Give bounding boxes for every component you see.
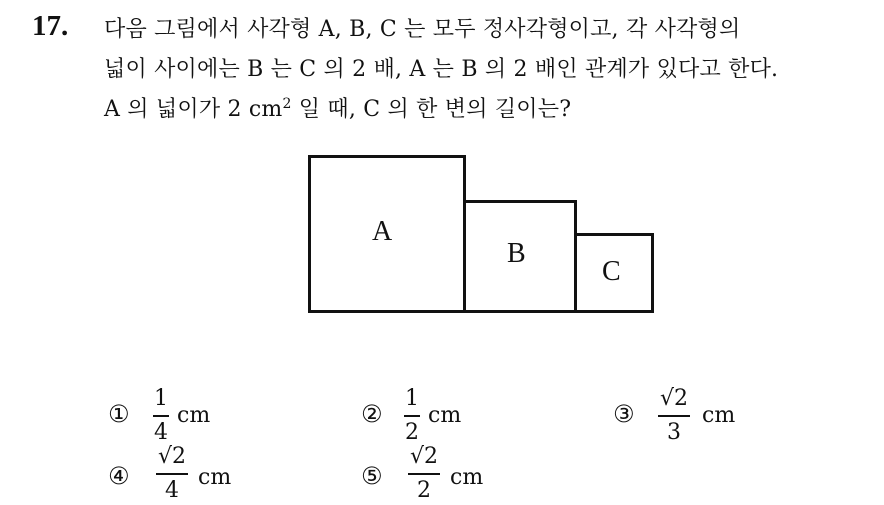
choice-1-numerator: 1 — [154, 386, 168, 411]
square-b-label: B — [507, 238, 526, 269]
choice-1-fraction — [141, 385, 181, 447]
choice-4-numerator: √2 — [157, 444, 186, 469]
choice-3-numerator: √2 — [659, 386, 688, 411]
fraction-bar — [156, 473, 188, 475]
question-text-line-2: 넓이 사이에는 B 는 C 의 2 배, A 는 B 의 2 배인 관계가 있다고 한다. — [104, 57, 779, 82]
choice-5-numerator: √2 — [409, 444, 438, 469]
choice-5-denominator: 2 — [417, 478, 431, 503]
choice-4-unit: cm — [198, 465, 232, 490]
choice-1-denominator: 4 — [154, 420, 168, 445]
choice-1-mark: ① — [108, 400, 130, 428]
choice-2-denominator: 2 — [405, 420, 419, 445]
choice-3-mark: ③ — [613, 400, 635, 428]
choice-5-mark: ⑤ — [361, 462, 383, 490]
choice-4-denominator: 4 — [165, 478, 179, 503]
choice-2-numerator: 1 — [405, 386, 419, 411]
choice-4-mark: ④ — [108, 462, 130, 490]
choice-3-unit: cm — [702, 403, 736, 428]
choice-5-unit: cm — [450, 465, 484, 490]
choice-2-unit: cm — [428, 403, 462, 428]
square-a-label: A — [372, 216, 393, 247]
choice-3-fraction — [654, 385, 694, 447]
question-text-line-3-tail: 일 때, C 의 한 변의 길이는? — [291, 97, 572, 122]
question-number: 17. — [32, 10, 69, 42]
choice-1-unit: cm — [177, 403, 211, 428]
choice-3-denominator: 3 — [667, 420, 681, 445]
fraction-bar — [658, 415, 690, 417]
choice-2-fraction — [392, 385, 432, 447]
choice-2-mark: ② — [361, 400, 383, 428]
question-text-line-3-head: A 의 넓이가 2 cm — [104, 97, 283, 122]
choice-4-fraction — [152, 443, 192, 505]
superscript-2: 2 — [282, 96, 292, 112]
fraction-bar — [404, 415, 420, 417]
question-text-line-3 — [104, 92, 571, 123]
choice-5-fraction — [404, 443, 444, 505]
question-text-line-1: 다음 그림에서 사각형 A, B, C 는 모두 정사각형이고, 각 사각형의 — [104, 17, 741, 42]
fraction-bar — [153, 415, 169, 417]
square-c-label: C — [602, 256, 621, 287]
fraction-bar — [408, 473, 440, 475]
